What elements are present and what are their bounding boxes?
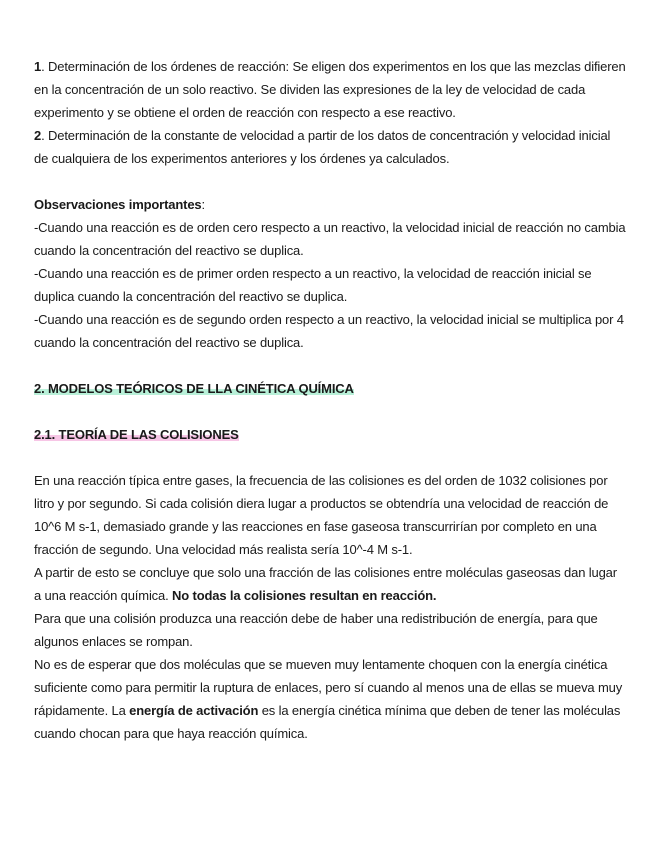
section-2-1-heading xyxy=(34,423,626,446)
section-2-title: 2. MODELOS TEÓRICOS DE LLA CINÉTICA QUÍMICA xyxy=(34,381,354,396)
paragraph-energia xyxy=(34,653,626,745)
observacion-item: -Cuando una reacción es de segundo orden respecto a un reactivo, la velocidad inicial se multiplica por 4 cuando la concentración del reactivo se duplica. xyxy=(34,312,624,350)
spacer xyxy=(34,354,626,377)
paragraph-energia-text-a: No es de esperar que dos moléculas que se mueven muy lentamente choquen con la energía cinética suficiente como para permitir la ruptura de enlaces, pero sí cuando al menos una de ellas se mueva muy rápidamente. La xyxy=(34,657,623,718)
observaciones-colon: : xyxy=(201,197,205,212)
observaciones-title: Observaciones importantes xyxy=(34,197,202,212)
step-1-text: . Determinación de los órdenes de reacción: Se eligen dos experimentos en los que las mezclas difieren en la concentración de un solo reactivo. Se dividen las expresiones de la ley de velocidad de cada experimento y se obtiene el orden de reacción con respecto a ese reactivo. xyxy=(34,59,626,120)
step-2-text: . Determinación de la constante de velocidad a partir de los datos de concentración y velocidad inicial de cualquiera de los experimentos anteriores y los órdenes ya calculados. xyxy=(34,128,611,166)
step-2-number: 2 xyxy=(34,128,42,143)
paragraph-fraccion-bold: No todas la colisiones resultan en reacción. xyxy=(172,588,437,603)
section-2-1-title: 2.1. TEORÍA DE LAS COLISIONES xyxy=(34,427,239,442)
spacer xyxy=(34,446,626,469)
spacer xyxy=(34,170,626,193)
step-1 xyxy=(34,55,626,124)
observaciones-heading xyxy=(34,193,626,216)
paragraph-redistribucion: Para que una colisión produzca una reacción debe de haber una redistribución de energía, para que algunos enlaces se rompan. xyxy=(34,611,598,649)
paragraph-energia-bold: energía de activación xyxy=(129,703,259,718)
spacer xyxy=(34,400,626,423)
paragraph-energia-text-b: es la energía cinética mínima que deben de tener las moléculas cuando chocan para que haya reacción química. xyxy=(34,703,621,741)
step-1-number: 1 xyxy=(34,59,42,74)
document-page xyxy=(34,55,626,745)
observacion-item: -Cuando una reacción es de primer orden respecto a un reactivo, la velocidad de reacción inicial se duplica cuando la concentración del reactivo se duplica. xyxy=(34,266,592,304)
paragraph-colisiones: En una reacción típica entre gases, la frecuencia de las colisiones es del orden de 1032 colisiones por litro y por segundo. Si cada colisión diera lugar a productos se obtendría una velocidad de reacción de 10^6 M s-1, demasiado grande y las reacciones en fase gaseosa transcurrirían por completo en una fracción de segundo. Una velocidad más realista sería 10^-4 M s-1. xyxy=(34,473,609,557)
paragraph-fraccion xyxy=(34,561,626,607)
observacion-item: -Cuando una reacción es de orden cero respecto a un reactivo, la velocidad inicial de reacción no cambia cuando la concentración del reactivo se duplica. xyxy=(34,220,626,258)
paragraph-fraccion-text: A partir de esto se concluye que solo una fracción de las colisiones entre moléculas gaseosas dan lugar a una reacción química. xyxy=(34,565,617,603)
step-2 xyxy=(34,124,626,170)
section-2-heading xyxy=(34,377,626,400)
